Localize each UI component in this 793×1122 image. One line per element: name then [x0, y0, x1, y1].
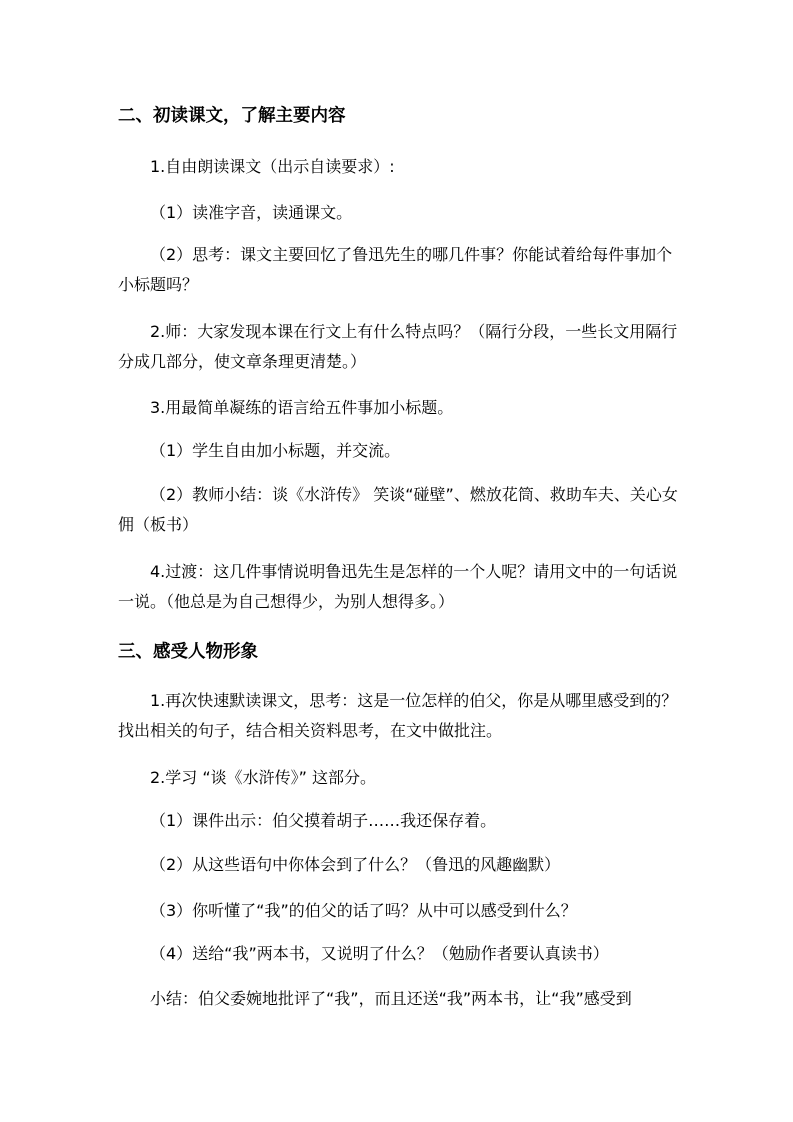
paragraph-item-1-2: （2）思考：课文主要回忆了鲁迅先生的哪几件事？你能试着给每件事加个小标题吗？ — [118, 245, 673, 294]
paragraph-item-1-reread: 1.再次快速默读课文，思考：这是一位怎样的伯父，你是从哪里感受到的？找出相关的句子，结合相关资料思考，在文中做批注。 — [118, 691, 678, 740]
paragraph-item-3: 3.用最简单凝练的语言给五件事加小标题。 — [150, 398, 454, 417]
paragraph-item-3-2: （2）教师小结：谈《水浒传》 笑谈“碰壁”、燃放花筒、救助车夫、关心女佣（板书） — [118, 485, 678, 534]
paragraph-item-1-1: （1）读准字音，读通课文。 — [150, 203, 353, 222]
paragraph-item-2-1: （1）课件出示：伯父摸着胡子……我还保存着。 — [150, 811, 497, 830]
paragraph-item-4: 4.过渡：这几件事情说明鲁迅先生是怎样的一个人呢？请用文中的一句话说一说。（他总是为自己想得少，为别人想得多。） — [118, 562, 678, 611]
section-heading-initial-reading: 二、初读课文，了解主要内容 — [118, 106, 346, 126]
paragraph-item-2-3: （3）你听懂了“我”的伯父的话了吗？从中可以感受到什么？ — [150, 901, 577, 920]
paragraph-item-1: 1.自由朗读课文（出示自读要求）: — [150, 157, 395, 176]
section-heading-character-image: 三、感受人物形象 — [118, 642, 258, 662]
paragraph-item-2: 2.师：大家发现本课在行文上有什么特点吗？（隔行分段，一些长文用隔行分成几部分，使文章条理更清楚。） — [118, 322, 678, 371]
paragraph-item-2-study: 2.学习 “谈《水浒传》” 这部分。 — [150, 768, 377, 787]
paragraph-item-2-4: （4）送给“我”两本书，又说明了什么？（勉励作者要认真读书） — [150, 944, 609, 963]
paragraph-item-2-2: （2）从这些语句中你体会到了什么？（鲁迅的风趣幽默） — [150, 855, 561, 874]
paragraph-summary: 小结：伯父委婉地批评了“我”，而且还送“我”两本书，让“我”感受到 — [150, 989, 632, 1008]
paragraph-item-3-1: （1）学生自由加小标题，并交流。 — [150, 441, 401, 460]
